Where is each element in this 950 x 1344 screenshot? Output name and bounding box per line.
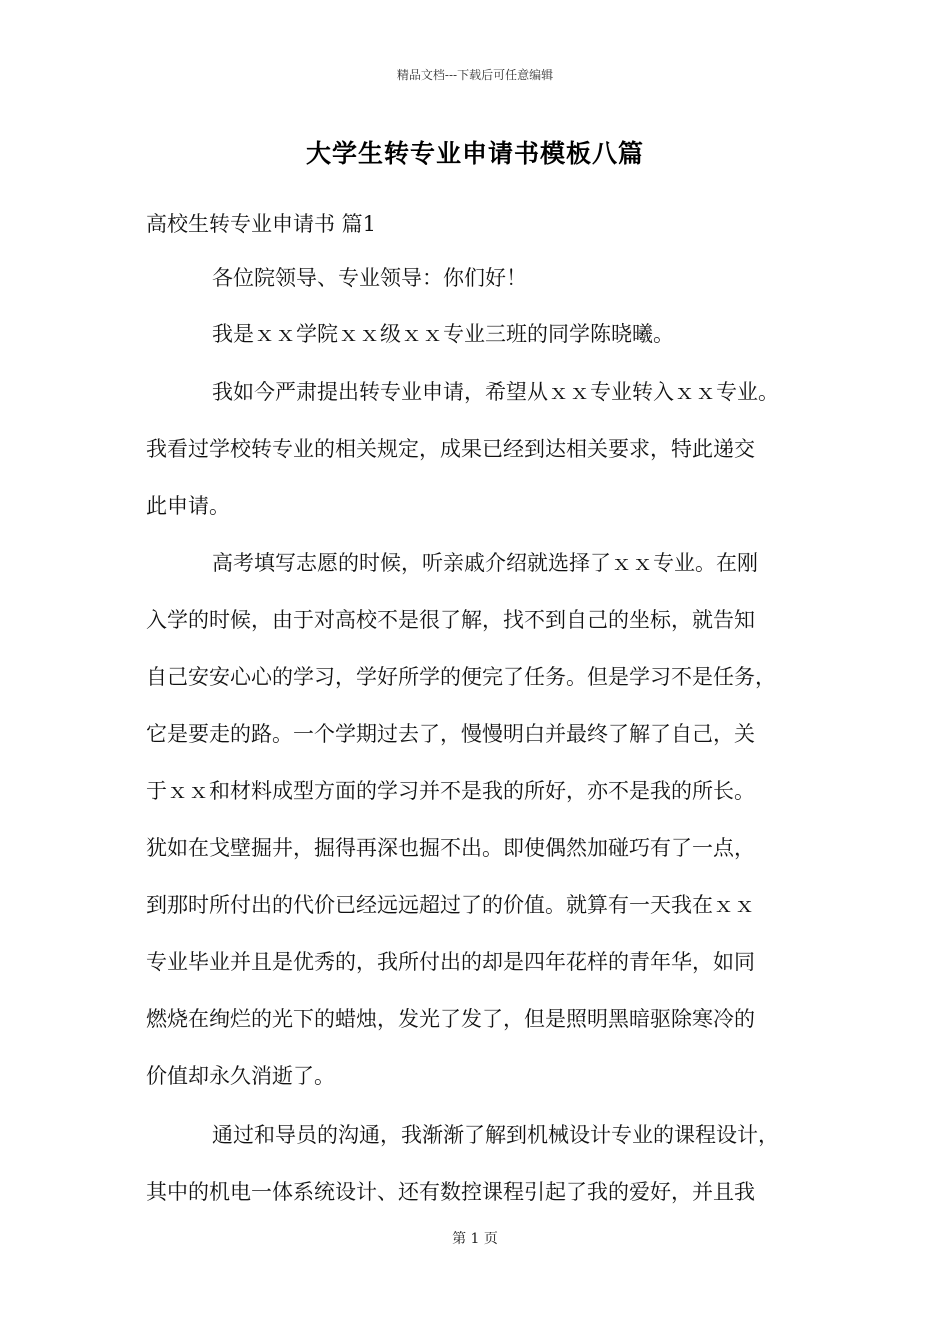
body-line: 通过和导员的沟通，我渐渐了解到机械设计专业的课程设计，: [212, 1123, 779, 1147]
body-line: 高考填写志愿的时候，听亲戚介绍就选择了ｘｘ专业。在刚: [212, 551, 758, 575]
body-line: 专业毕业并且是优秀的，我所付出的却是四年花样的青年华，如同: [146, 950, 755, 974]
body-line: 我如今严肃提出转专业申请，希望从ｘｘ专业转入ｘｘ专业。: [212, 380, 779, 404]
body-line: 自己安安心心的学习，学好所学的便完了任务。但是学习不是任务，: [146, 665, 776, 689]
body-line: 我看过学校转专业的相关规定，成果已经到达相关要求，特此递交: [146, 437, 755, 461]
page-number: 第 1 页: [452, 1231, 498, 1247]
salutation-line: 各位院领导、专业领导：你们好！: [212, 266, 527, 290]
body-line: 此申请。: [146, 494, 230, 518]
body-line: 燃烧在绚烂的光下的蜡烛，发光了发了，但是照明黑暗驱除寒冷的: [146, 1007, 755, 1031]
body-line: 于ｘｘ和材料成型方面的学习并不是我的所好，亦不是我的所长。: [146, 779, 755, 803]
document-title: 大学生转专业申请书模板八篇: [305, 139, 644, 168]
body-line: 入学的时候，由于对高校不是很了解，找不到自己的坐标，就告知: [146, 608, 755, 632]
section-heading: 高校生转专业申请书 篇1: [146, 212, 377, 236]
body-line: 犹如在戈壁掘井，掘得再深也掘不出。即使偶然加碰巧有了一点，: [146, 836, 755, 860]
header-note: 精品文档---下载后可任意编辑: [396, 68, 554, 82]
body-line: 它是要走的路。一个学期过去了，慢慢明白并最终了解了自己，关: [146, 722, 755, 746]
body-line: 其中的机电一体系统设计、还有数控课程引起了我的爱好，并且我: [146, 1180, 755, 1204]
body-line: 到那时所付出的代价已经远远超过了的价值。就算有一天我在ｘｘ: [146, 893, 755, 917]
body-line: 价值却永久消逝了。: [146, 1064, 335, 1088]
body-line: 我是ｘｘ学院ｘｘ级ｘｘ专业三班的同学陈晓曦。: [212, 322, 674, 346]
